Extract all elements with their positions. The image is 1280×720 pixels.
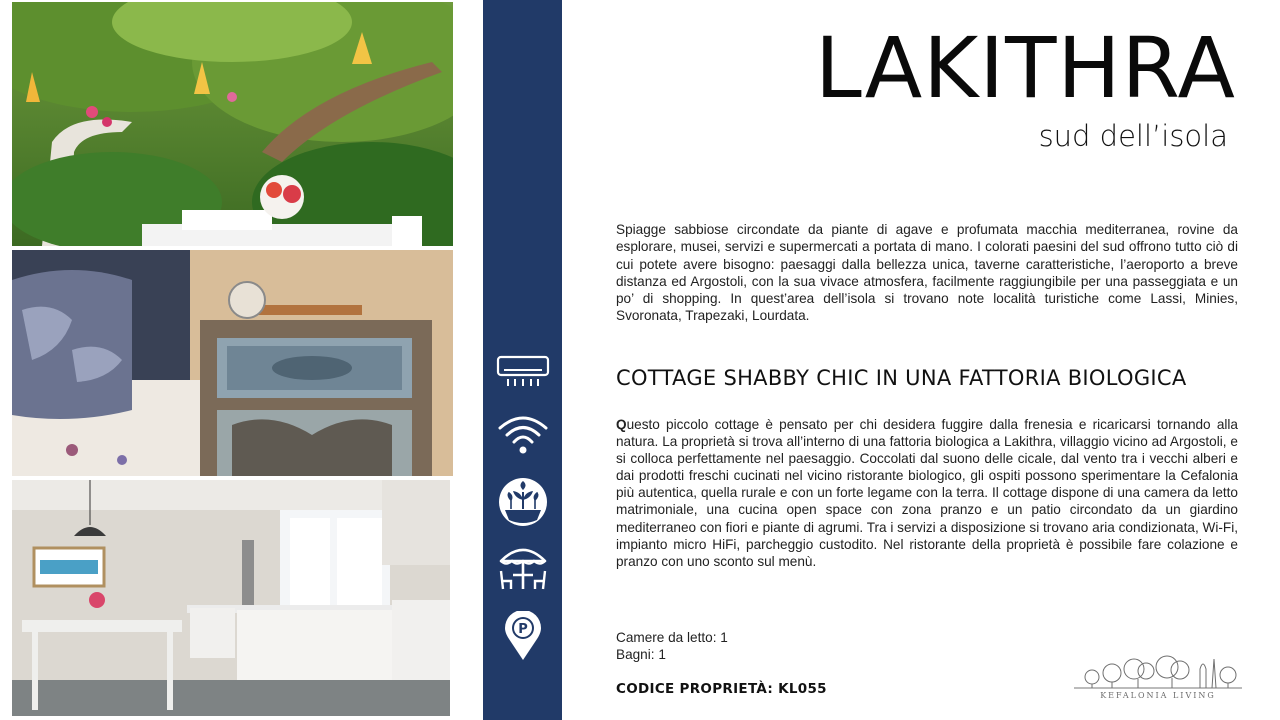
kitchen-photo	[12, 480, 450, 716]
intro-paragraph: Spiagge sabbiose circondate da piante di agave e profumata macchia mediterranea, rovine da esplorare, musei, servizi e supermercati a portata di mano. I colorati paesini del sud offrono tutto ciò di cui potete avere bisogno: paesaggi dalla bellezza unica, taverne caratteristiche, l’aeroporto a breve distanza ed Argostoli, con la sua vivace atmosfera, facilmente raggiungibile per una passeggiata e un po’ di shopping. In quest’area dell’isola si trovano note località turistiche come Lassi, Minies, Svoronata, Trapezaki, Lourdata.	[616, 222, 1238, 324]
kefalonia-living-logo	[1072, 655, 1244, 703]
bedrooms-count: Camere da letto: 1	[616, 630, 728, 645]
property-code: CODICE PROPRIETÀ: KL055	[616, 681, 827, 697]
description-paragraph	[616, 416, 1238, 570]
section-heading: COTTAGE SHABBY CHIC IN UNA FATTORIA BIOLOGICA	[616, 366, 1187, 390]
page-title: LAKITHRA	[815, 19, 1236, 117]
logo-trees-icon	[1072, 655, 1244, 691]
svg-text:P: P	[517, 622, 528, 637]
patio-umbrella-icon	[483, 543, 562, 593]
parking-icon	[483, 611, 562, 661]
amenities-sidebar	[483, 0, 562, 720]
bedroom-photo	[12, 250, 453, 476]
page-subtitle: sud dell’isola	[1038, 119, 1228, 153]
logo-text: KEFALONIA LIVING	[1100, 691, 1216, 700]
description-text: uesto piccolo cottage è pensato per chi desidera fuggire dalla frenesia e ricaricarsi tornando alla natura. La proprietà si trova all’interno di una fattoria biologica a Lakithra, villaggio vicino ad Argostoli, e si colloca perfettamente nel paesaggio. Coccolati dal suono delle cicale, dal vento tra i vecchi alberi e dai prodotti freschi cucinati nel vicino ristorante biologico, gli ospiti possono sperimentare la Cefalonia più autentica, quella rurale e con un forte legame con la terra. Il cottage dispone di una camera da letto matrimoniale, una cucina open space con zona pranzo e un patio circondato da un giardino mediterraneo con fiori e piante di agrumi. Tra i servizi a disposizione si trovano aria condizionata, Wi-Fi, impianto micro HiFi, parcheggio custodito. Nel ristorante della proprietà è possibile fare colazione e pranzo con uno sconto sul menù.	[616, 417, 1238, 569]
garden-icon	[483, 476, 562, 528]
rooms-info	[616, 629, 728, 663]
description-first-letter: Q	[616, 417, 627, 432]
bathrooms-count: Bagni: 1	[616, 647, 666, 662]
wifi-icon	[483, 414, 562, 456]
garden-photo	[12, 2, 453, 246]
air-conditioner-icon	[483, 355, 562, 389]
